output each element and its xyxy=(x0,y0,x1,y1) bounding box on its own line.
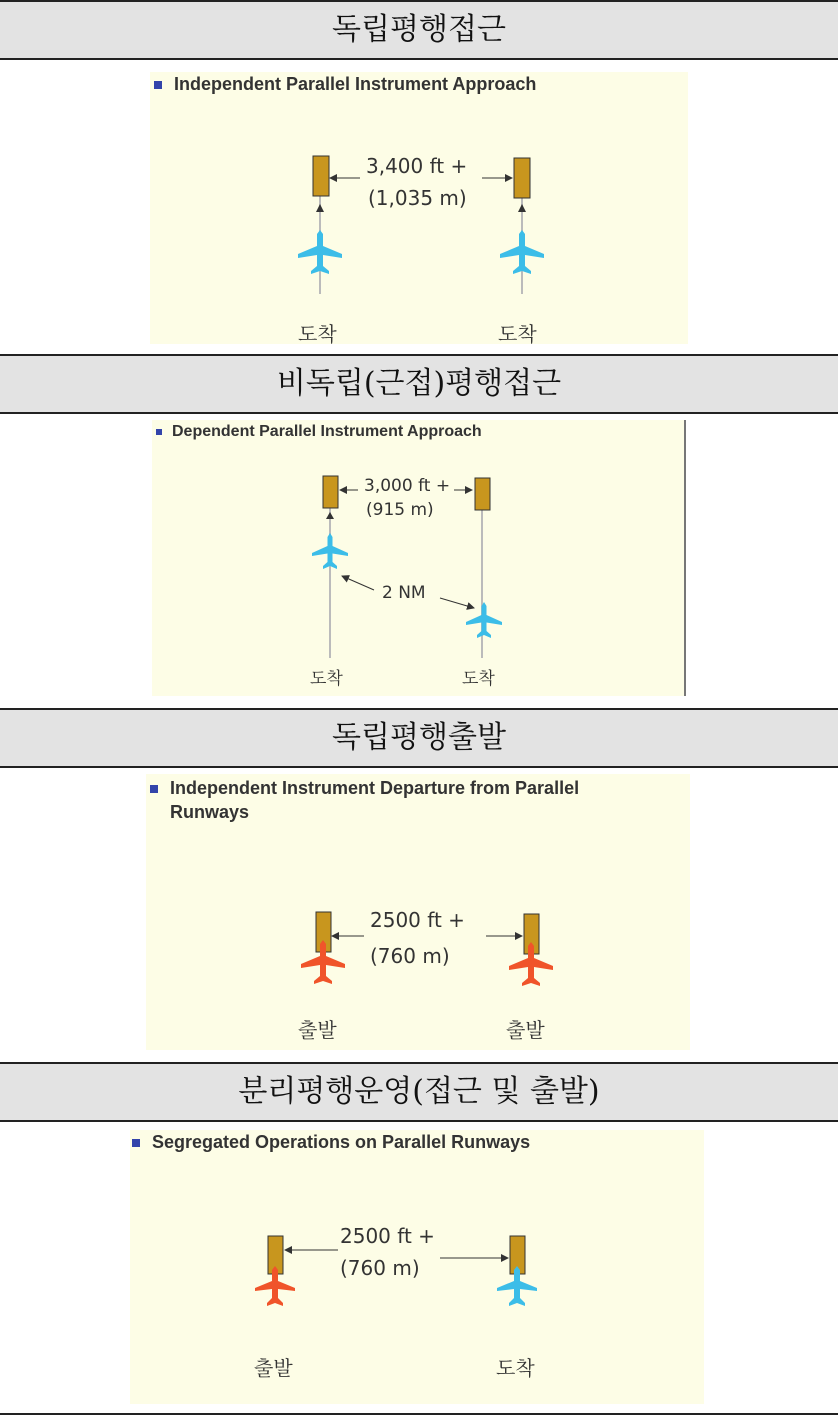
left-operation-label: 도착 xyxy=(298,322,337,346)
distance-ft-label: 3,000 ft + xyxy=(364,476,451,496)
right-operation-label: 도착 xyxy=(496,1356,535,1380)
diagram-independent-departure xyxy=(146,774,690,1050)
departure-aircraft-right-icon xyxy=(509,942,553,986)
runway-right xyxy=(475,478,490,510)
distance-ft-label: 3,400 ft + xyxy=(366,154,468,178)
panel-title: Dependent Parallel Instrument Approach xyxy=(156,420,482,444)
arrow-icon xyxy=(326,512,334,519)
panel-title: Independent Instrument Departure from Parallel Runways xyxy=(150,776,579,824)
bottom-rule xyxy=(0,1413,838,1415)
distance-ft-label: 2500 ft + xyxy=(370,908,465,932)
arrow-icon xyxy=(518,204,526,212)
arrival-aircraft-right-icon xyxy=(500,230,544,274)
section-header-independent-departure: 독립평행출발 xyxy=(0,708,838,768)
distance-m-label: (1,035 m) xyxy=(368,186,467,210)
panel-title: Segregated Operations on Parallel Runways xyxy=(132,1130,530,1154)
arrival-aircraft-left-icon xyxy=(298,230,342,274)
distance-m-label: (760 m) xyxy=(370,944,450,968)
distance-ft-label: 2500 ft + xyxy=(340,1224,435,1248)
stagger-arrow-left xyxy=(342,576,374,590)
departure-aircraft-left-icon xyxy=(301,940,345,984)
diagram-independent-approach xyxy=(150,72,688,344)
diagram-dependent-approach xyxy=(152,420,686,696)
section-header-dependent-approach: 비독립(근접)평행접근 xyxy=(0,354,838,414)
left-operation-label: 출발 xyxy=(254,1356,293,1380)
diagram-segregated-operations xyxy=(130,1130,704,1404)
right-operation-label: 도착 xyxy=(498,322,537,346)
right-operation-label: 도착 xyxy=(462,669,495,689)
arrival-aircraft-left-icon xyxy=(312,533,348,569)
runway-left xyxy=(323,476,338,508)
distance-m-label: (760 m) xyxy=(340,1256,420,1280)
runway-right xyxy=(514,158,530,198)
distance-m-label: (915 m) xyxy=(366,500,434,520)
stagger-distance-label: 2 NM xyxy=(382,583,426,603)
stagger-arrow-right xyxy=(440,598,474,608)
section-header-independent-approach: 독립평행접근 xyxy=(0,0,838,60)
diagram-graphic xyxy=(152,420,684,696)
left-operation-label: 도착 xyxy=(310,669,343,689)
right-operation-label: 출발 xyxy=(506,1018,545,1042)
departure-aircraft-icon xyxy=(255,1266,295,1306)
runway-left xyxy=(313,156,329,196)
arrival-aircraft-icon xyxy=(497,1266,537,1306)
arrow-icon xyxy=(316,204,324,212)
left-operation-label: 출발 xyxy=(298,1018,337,1042)
section-header-segregated-operations: 분리평행운영(접근 및 출발) xyxy=(0,1062,838,1122)
panel-title: Independent Parallel Instrument Approach xyxy=(154,72,536,96)
